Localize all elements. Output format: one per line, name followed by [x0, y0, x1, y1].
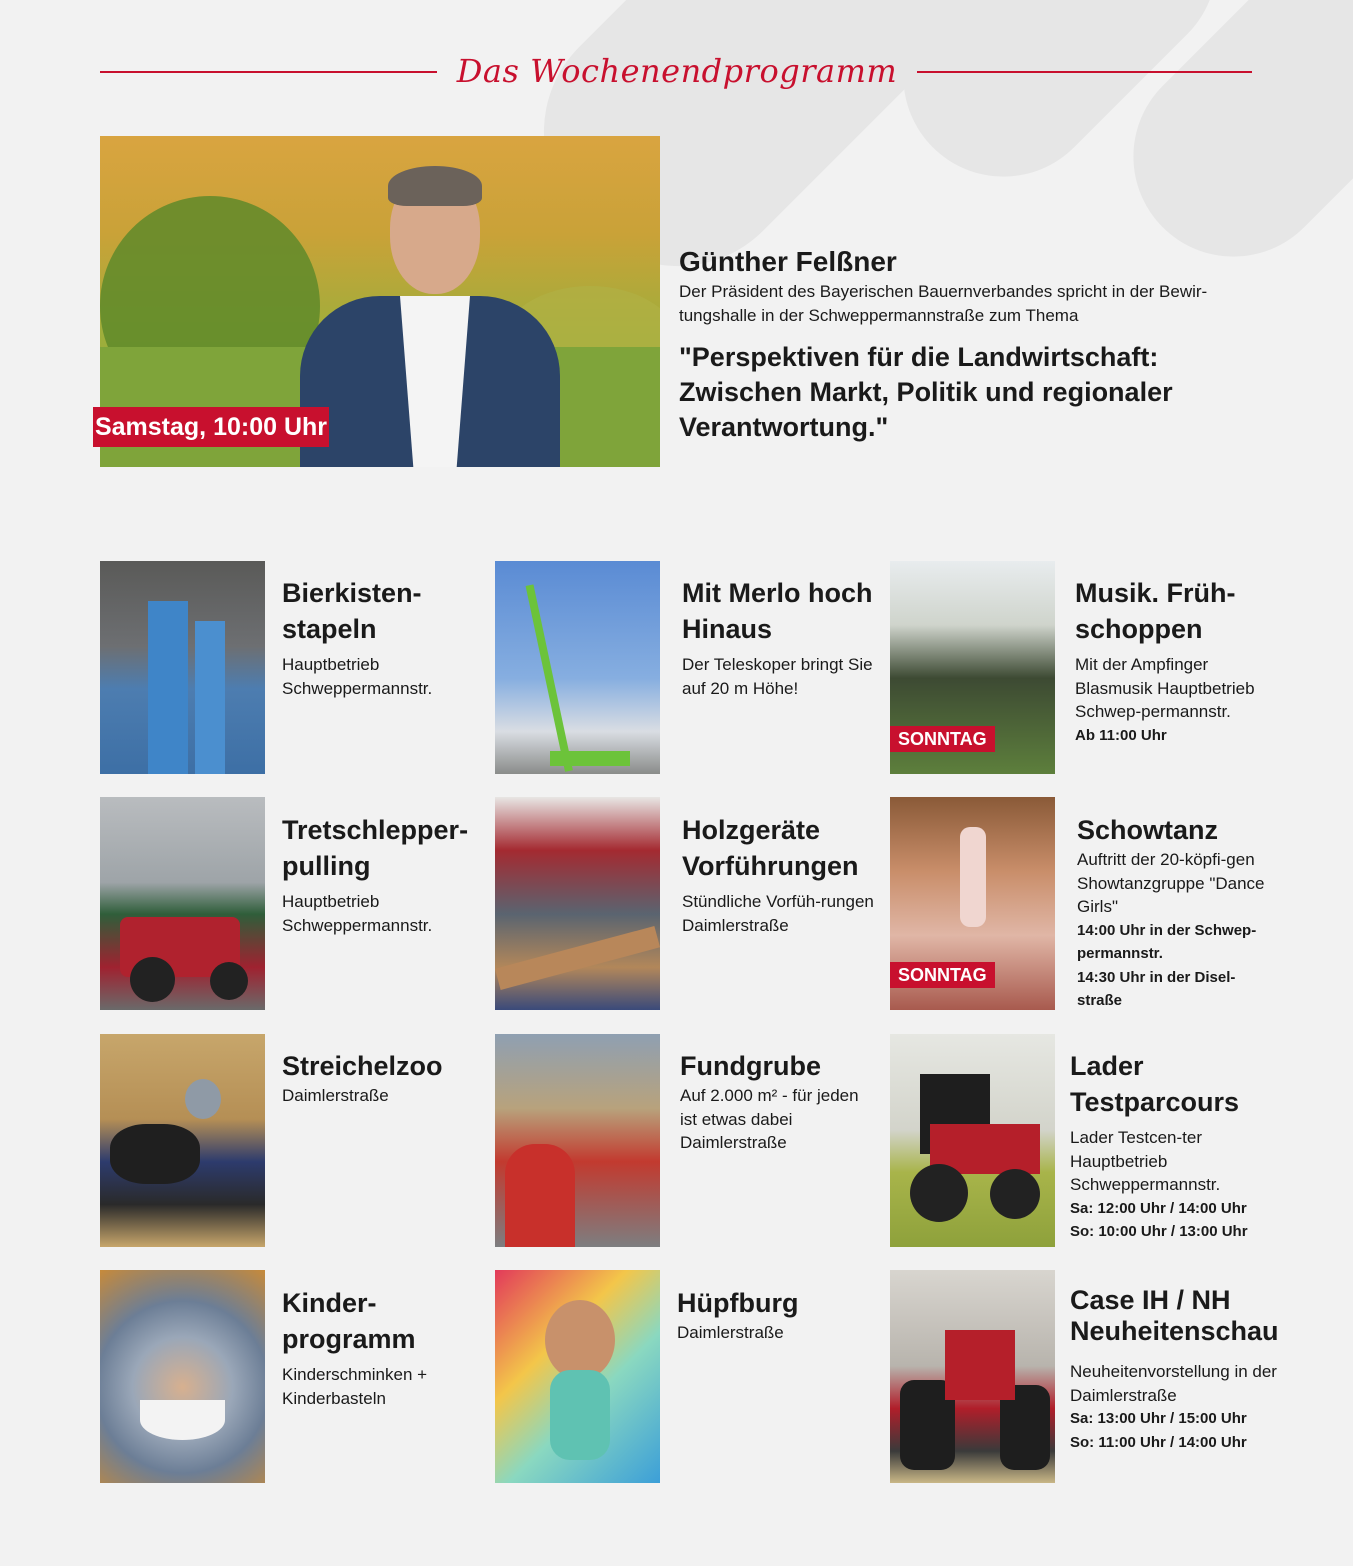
item-description: Lader Testcen-ter Hauptbetrieb Schweppermannstr. [1070, 1128, 1221, 1194]
item-time: So: 10:00 Uhr / 13:00 Uhr [1070, 1223, 1248, 1240]
case-photo [890, 1270, 1055, 1483]
speaker-name: Günther Felßner [679, 246, 897, 277]
item-title: Lader Testparcours [1070, 1051, 1240, 1117]
section-header [100, 50, 1252, 95]
page-title: Das Wochenendprogramm [456, 52, 898, 90]
lader-photo [890, 1034, 1055, 1247]
musik-photo [890, 561, 1055, 774]
feature-text [679, 244, 1269, 445]
item-description: Neuheitenvorstellung in der Daimlerstraße [1070, 1362, 1277, 1405]
item-title: Tretschlepper-pulling [282, 815, 469, 881]
item-tretschlepper [282, 812, 482, 937]
item-time: 14:00 Uhr in der Schwep-permannstr. [1077, 921, 1257, 962]
item-title: Kinder-programm [282, 1288, 416, 1354]
item-kinderprogramm [282, 1285, 482, 1410]
item-fruehschoppen [1075, 575, 1285, 747]
item-streichelzoo [282, 1048, 482, 1108]
talk-title: "Perspektiven für die Landwirtschaft: Zwischen Markt, Politik und regionaler Verantwortung." [679, 342, 1173, 442]
item-title: Bierkisten-stapeln [282, 578, 422, 644]
item-description: Daimlerstraße [677, 1323, 784, 1342]
item-description: Stündliche Vorfüh-rungen Daimlerstraße [682, 892, 874, 935]
item-huepfburg [677, 1285, 877, 1345]
item-description: Mit der Ampfinger Blasmusik Hauptbetrieb Schwep-permannstr. [1075, 655, 1255, 721]
holzgeraete-photo [495, 797, 660, 1010]
item-title: Schowtanz [1077, 815, 1219, 845]
item-time: 14:30 Uhr in der Disel-straße [1077, 968, 1236, 1009]
item-lader [1070, 1048, 1280, 1244]
item-merlo [682, 575, 882, 700]
item-description: Kinderschminken + Kinderbasteln [282, 1365, 428, 1408]
sunday-badge: SONNTAG [890, 962, 995, 988]
item-description: Daimlerstraße [282, 1086, 389, 1105]
item-case-neuheiten [1070, 1285, 1300, 1454]
item-title: Case IH / NH Neuheitenschau [1070, 1285, 1279, 1346]
huepfburg-photo [495, 1270, 660, 1483]
streichelzoo-photo [100, 1034, 265, 1247]
item-schowtanz [1077, 812, 1277, 1013]
item-title: Streichelzoo [282, 1051, 443, 1081]
item-title: Hüpfburg [677, 1288, 799, 1318]
kinderprogramm-photo [100, 1270, 265, 1483]
item-title: Mit Merlo hoch Hinaus [682, 578, 873, 644]
item-fundgrube [680, 1048, 880, 1155]
speaker-description: Der Präsident des Bayerischen Bauernverbandes spricht in der Bewir-tungshalle in der Schweppermannstraße zum Thema [679, 282, 1208, 325]
item-time: Sa: 12:00 Uhr / 14:00 Uhr [1070, 1199, 1247, 1217]
fundgrube-photo [495, 1034, 660, 1247]
item-description: Der Teleskoper bringt Sie auf 20 m Höhe! [682, 655, 873, 698]
item-time: Ab 11:00 Uhr [1075, 726, 1167, 744]
item-description: Hauptbetrieb Schweppermannstr. [282, 892, 433, 935]
item-holzgeraete [682, 812, 882, 937]
schowtanz-photo [890, 797, 1055, 1010]
item-time: So: 11:00 Uhr / 14:00 Uhr [1070, 1433, 1247, 1451]
item-title: Musik. Früh-schoppen [1075, 578, 1236, 644]
item-description: Auf 2.000 m² - für jeden ist etwas dabei Daimlerstraße [680, 1086, 859, 1152]
item-title: Holzgeräte Vorführungen [682, 815, 859, 881]
item-bierkisten [282, 575, 482, 700]
item-description: Hauptbetrieb Schweppermannstr. [282, 655, 433, 698]
item-description: Auftritt der 20-köpfi-gen Showtanzgruppe "Dance Girls" [1077, 850, 1265, 916]
bierkisten-photo [100, 561, 265, 774]
merlo-photo [495, 561, 660, 774]
item-title: Fundgrube [680, 1051, 821, 1081]
feature-time-badge: Samstag, 10:00 Uhr [93, 407, 329, 447]
sunday-badge: SONNTAG [890, 726, 995, 752]
header-rule-right [917, 71, 1252, 73]
tretschlepper-photo [100, 797, 265, 1010]
item-time: Sa: 13:00 Uhr / 15:00 Uhr [1070, 1410, 1247, 1427]
header-rule-left [100, 71, 437, 73]
